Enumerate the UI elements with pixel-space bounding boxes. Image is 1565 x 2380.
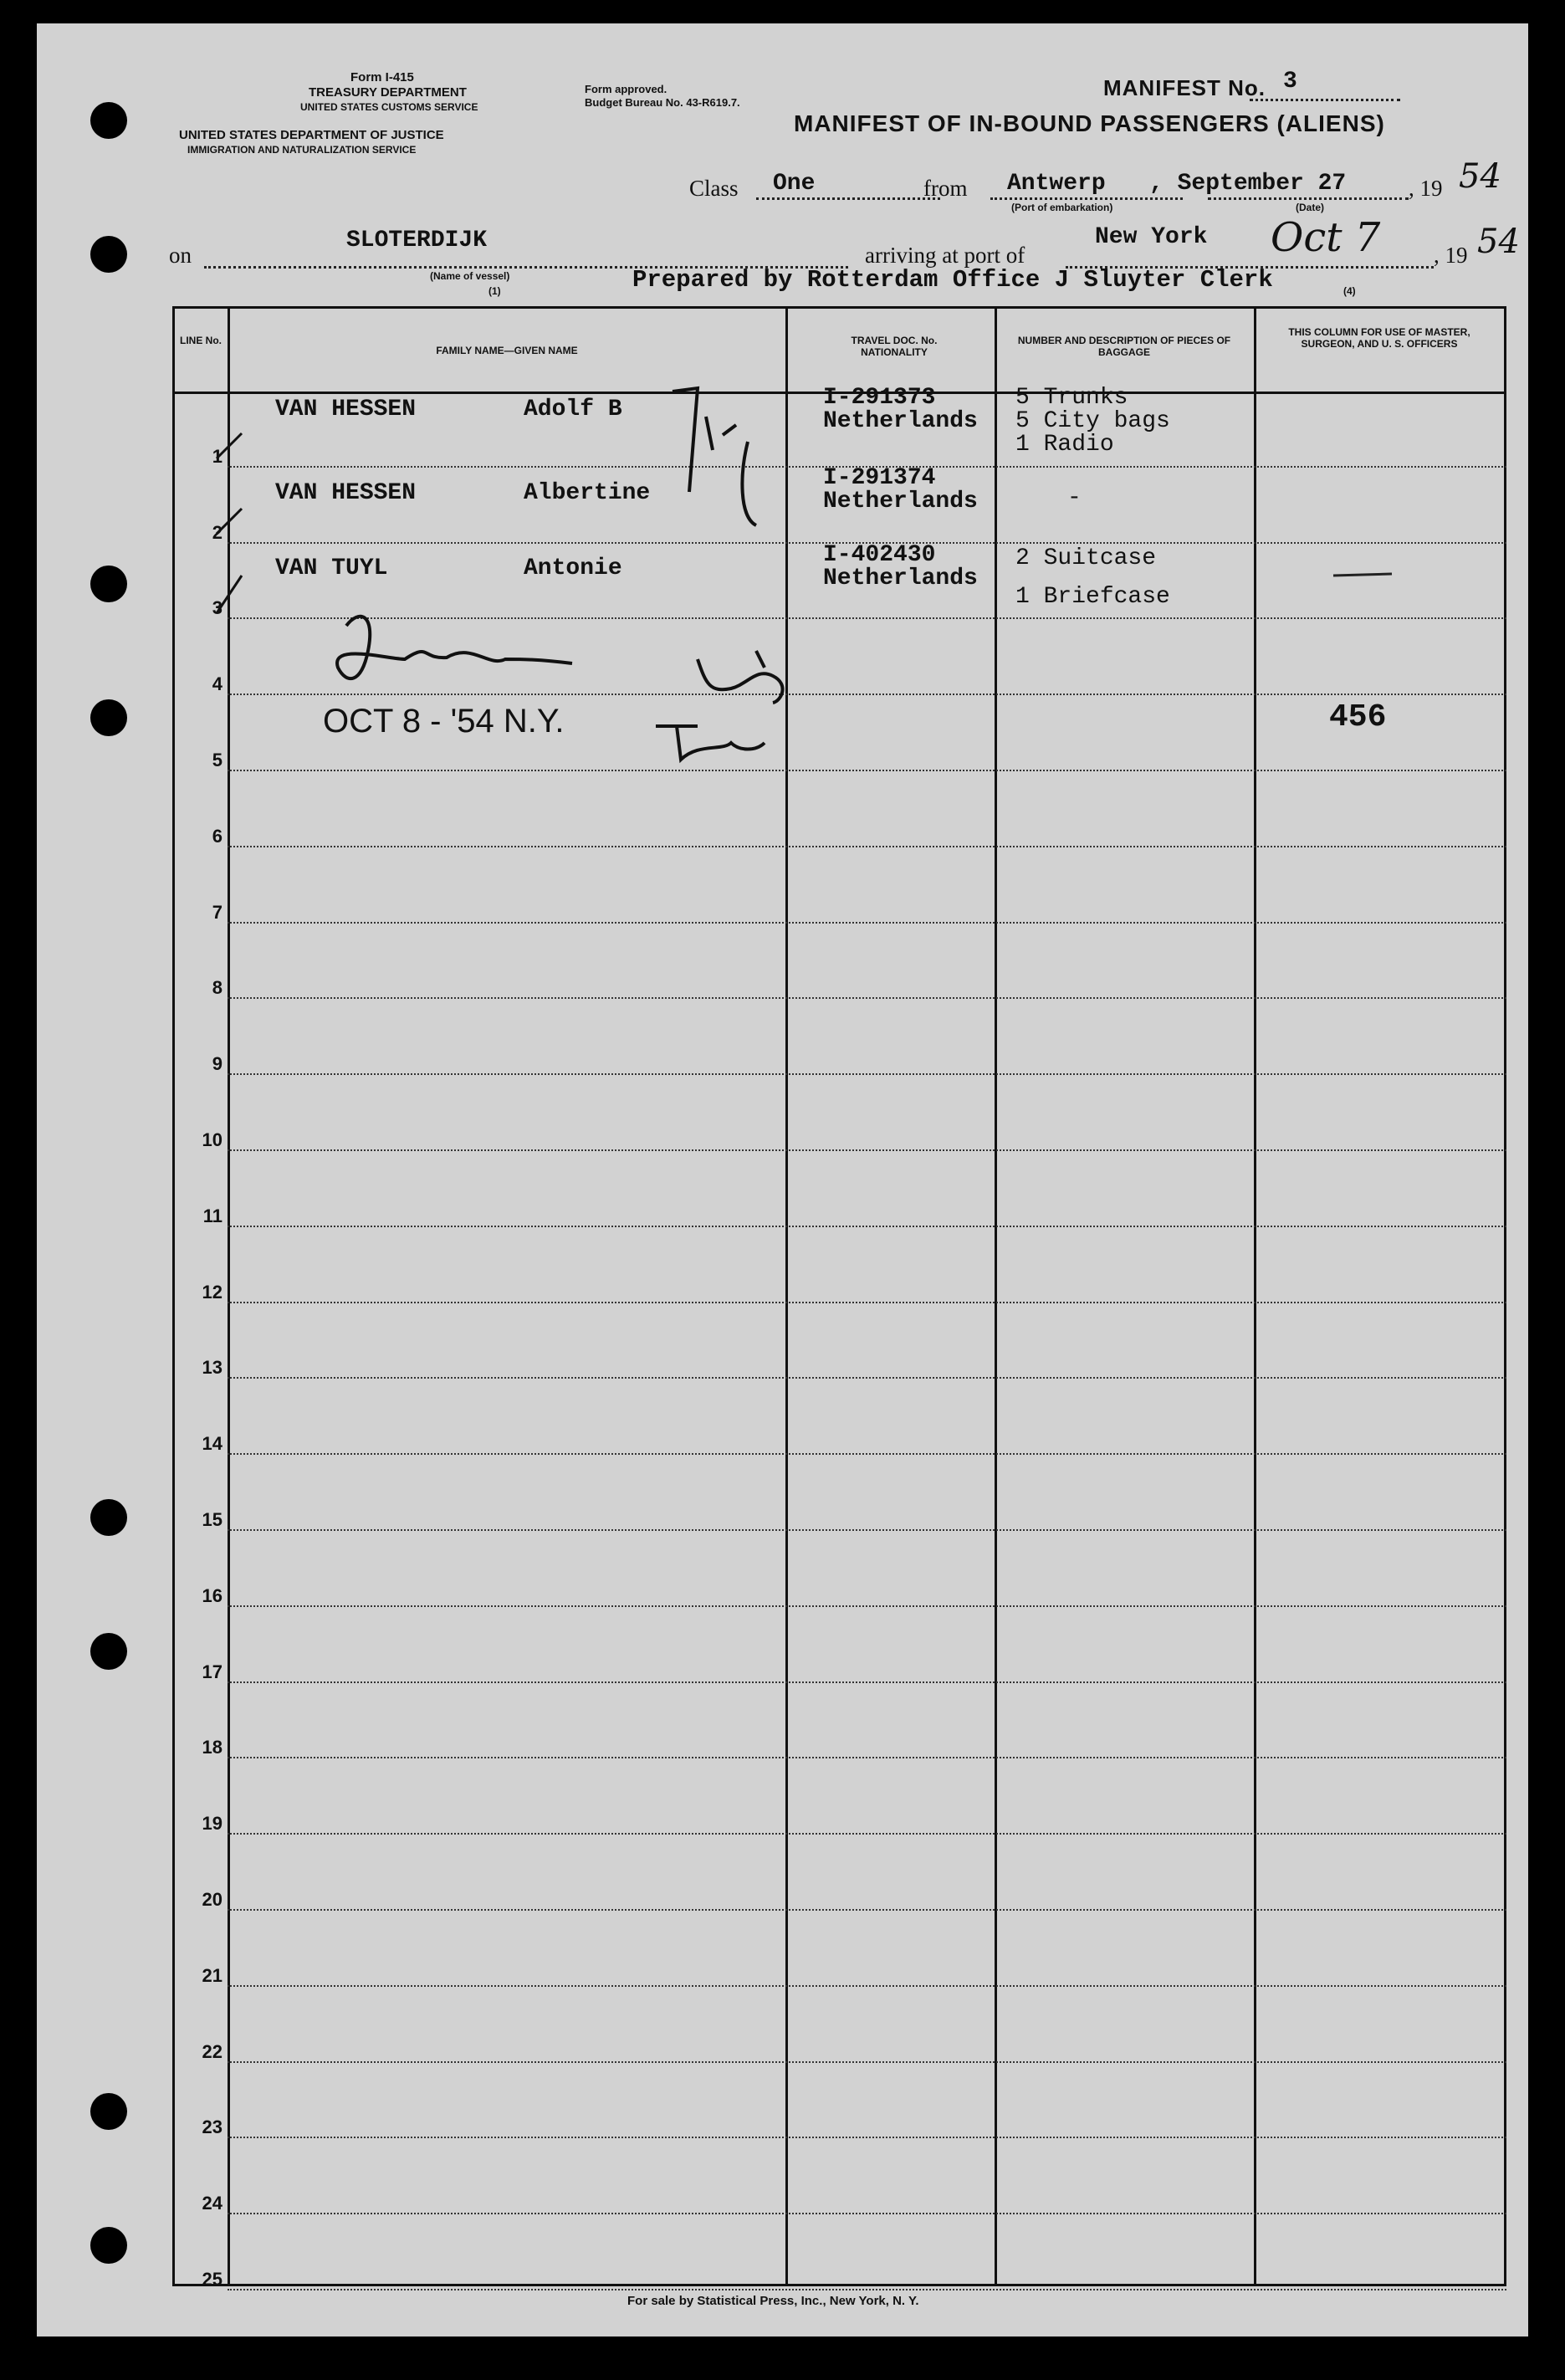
year-prefix: , 19 [1409, 176, 1443, 201]
form-number: Form I-415 [350, 70, 414, 84]
baggage-item: 5 City bags [1015, 408, 1170, 434]
line-number: 21 [202, 1964, 222, 1986]
line-number: 11 [202, 1205, 222, 1226]
from-label: from [923, 176, 968, 201]
manifest-number: 3 [1283, 69, 1297, 95]
passenger-given-name: Antonie [524, 555, 622, 581]
on-label: on [169, 243, 192, 268]
passenger-nationality: Netherlands [823, 408, 978, 434]
signature-official [337, 617, 572, 678]
col-header-officers: THIS COLUMN FOR USE OF MASTER, SURGEON, AND U. S. OFFICERS [1288, 326, 1470, 350]
line-number: 2 [212, 521, 222, 543]
line-number: 3 [212, 597, 222, 619]
baggage-item: 5 Trunks [1015, 385, 1128, 411]
col-header-travel-doc: TRAVEL DOC. No. NATIONALITY [851, 335, 938, 358]
manifest-title: MANIFEST OF IN-BOUND PASSENGERS (ALIENS) [794, 110, 1385, 136]
officer-dash [1333, 574, 1392, 576]
department-of-justice: UNITED STATES DEPARTMENT OF JUSTICE [179, 128, 444, 142]
date-caption: (Date) [1296, 202, 1325, 213]
line-number: 13 [202, 1357, 222, 1379]
line-number: 25 [202, 2269, 222, 2290]
line-number: 6 [212, 825, 222, 847]
baggage-item: 1 Radio [1015, 432, 1114, 458]
arrival-caption-number: (4) [1343, 285, 1356, 297]
line-number: 19 [202, 1813, 222, 1835]
line-number: 10 [202, 1129, 222, 1150]
prepared-by: Prepared by Rotterdam Office J Sluyter Clerk [632, 266, 1273, 294]
col-header-line-no: LINE No. [180, 335, 222, 346]
passenger-given-name: Adolf B [524, 397, 622, 422]
vessel-caption-number: (1) [488, 285, 501, 297]
arriving-label: arriving at port of [865, 243, 1025, 268]
arrival-date: Oct 7 [1271, 214, 1381, 261]
line-number: 14 [202, 1433, 222, 1455]
baggage-item: 1 Briefcase [1015, 584, 1170, 610]
embarkation-date: , September 27 [1149, 171, 1347, 197]
class-value: One [773, 171, 816, 197]
passenger-given-name: Albertine [524, 480, 651, 506]
passenger-travel-doc: I-291374 [823, 465, 936, 491]
handwritten-marks [37, 23, 1528, 2336]
line-number: 18 [202, 1737, 222, 1758]
arrival-stamp: OCT 8 - '54 N.Y. [323, 703, 565, 740]
line-number: 22 [202, 2040, 222, 2062]
col-header-baggage: NUMBER AND DESCRIPTION OF PIECES OF BAGGAGE [1017, 335, 1231, 358]
line-number: 4 [212, 673, 222, 695]
manifest-label: MANIFEST No. [1103, 75, 1266, 100]
arrival-year-prefix: , 19 [1434, 243, 1468, 268]
line-number: 8 [212, 977, 222, 999]
customs-service: UNITED STATES CUSTOMS SERVICE [300, 101, 478, 113]
passenger-nationality: Netherlands [823, 566, 978, 591]
line-number: 12 [202, 1281, 222, 1303]
arrival-year: 54 [1477, 223, 1520, 261]
line-number: 23 [202, 2116, 222, 2138]
arrival-port: New York [1095, 224, 1208, 250]
line-number: 1 [212, 445, 222, 467]
line-number: 24 [202, 2193, 222, 2214]
line-number: 20 [202, 1889, 222, 1910]
line-number: 5 [212, 750, 222, 770]
form-approved: Form approved. [585, 83, 667, 95]
line-number: 15 [202, 1509, 222, 1530]
port-of-embarkation: Antwerp [1007, 171, 1106, 197]
baggage-item: 2 Suitcase [1015, 545, 1157, 571]
line-number: 7 [212, 901, 222, 923]
manifest-sheet [37, 23, 1528, 2336]
passenger-nationality: Netherlands [823, 489, 978, 514]
vessel-name: SLOTERDIJK [346, 228, 488, 253]
signature-clerk [656, 726, 765, 760]
checkmark [217, 433, 242, 613]
passenger-travel-doc: I-291373 [823, 385, 936, 411]
passenger-family-name: VAN TUYL [275, 555, 388, 581]
passenger-family-name: VAN HESSEN [275, 397, 417, 422]
immigration-service: IMMIGRATION AND NATURALIZATION SERVICE [187, 144, 417, 156]
passenger-travel-doc: I-402430 [823, 542, 936, 568]
treasury-department: TREASURY DEPARTMENT [309, 85, 467, 100]
embarkation-year: 54 [1459, 157, 1501, 196]
line-number: 9 [212, 1053, 222, 1075]
passenger-family-name: VAN HESSEN [275, 480, 417, 506]
footer-printer: For sale by Statistical Press, Inc., New York, N. Y. [627, 2294, 919, 2308]
signature-mark [673, 388, 756, 525]
col-header-name: FAMILY NAME—GIVEN NAME [436, 345, 578, 356]
line-number: 16 [202, 1584, 222, 1606]
officer-number: 456 [1329, 699, 1387, 735]
signature-initials [698, 651, 783, 703]
port-caption: (Port of embarkation) [1011, 202, 1113, 213]
budget-bureau: Budget Bureau No. 43-R619.7. [585, 96, 740, 109]
baggage-item: - [1067, 485, 1082, 511]
vessel-caption: (Name of vessel) [430, 270, 510, 282]
class-label: Class [689, 176, 739, 201]
line-number: 17 [202, 1661, 222, 1682]
